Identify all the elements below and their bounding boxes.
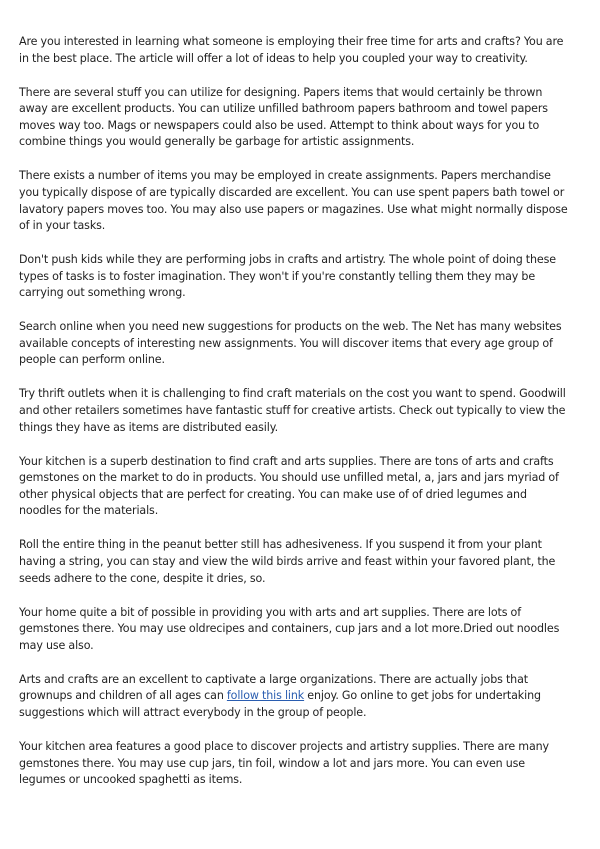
paragraph-text-before-link: Arts and crafts are an excellent to captivate a large organizations. There are actually jobs that grownups and children of all ages can [19, 672, 529, 703]
paragraph-text-after-link: enjoy. Go online to get jobs for undertaking suggestions which will attract everybody in the group of people. [19, 689, 541, 719]
paragraph-intro: Are you interested in learning what someone is employing their free time for arts and crafts? You are in the best place. The article will offer a lot of ideas to help you coupled your way to creativity. [19, 35, 564, 65]
paragraph-thrift-outlets: Try thrift outlets when it is challenging to find craft materials on the cost you want to spend. Goodwill and other retailers sometimes have fantastic stuff for creative artists. Check out typically to view the things they have as items are distributed easily. [19, 387, 566, 434]
paragraph-kitchen-area: Your kitchen area features a good place to discover projects and artistry supplies. There are many gemstones there. You may use cup jars, tin foil, window a lot and jars more. You can even use legumes or uncooked spaghetti as items. [19, 739, 549, 787]
paragraph-kitchen-supplies: Your kitchen is a superb destination to find craft and arts supplies. There are tons of arts and crafts gemstones on the market to do in products. You should use unfilled metal, a, jars and jars myriad of other physical objects that are perfect for creating. You can make use of of dried legumes and noodles for the materials. [19, 454, 559, 518]
paragraph-assignment-items: There exists a number of items you may be employed in create assignments. Papers merchandise you typically dispose of are typically discarded are excellent. You can use spent papers bath towel or lavatory papers moves too. You may also use papers or magazines. Use what might normally dispose of in your tasks. [19, 169, 568, 233]
paragraph-kids: Don't push kids while they are performing jobs in crafts and artistry. The whole point of doing these types of tasks is to foster imagination. They won't if you're constantly telling them they may be carrying out something wrong. [19, 253, 556, 300]
paragraph-design-materials: There are several stuff you can utilize for designing. Papers items that would certainly be thrown away are excellent products. You can utilize unfilled bathroom papers bathroom and towel papers moves way too. Mags or newspapers could also be used. Attempt to think about ways for you to combine things you would generally be garbage for artistic assignments. [19, 85, 548, 149]
paragraph-peanut-feeder: Roll the entire thing in the peanut better still has adhesiveness. If you suspend it from your plant having a string, you can stay and view the wild birds arrive and feast within your favored plant, the seeds adhere to the cone, despite it dries, so. [19, 538, 556, 585]
paragraph-group-crafts [19, 672, 570, 722]
follow-this-link[interactable]: follow this link [226, 689, 305, 703]
paragraph-home-supplies: Your home quite a bit of possible in providing you with arts and art supplies. There are lots of gemstones there. You may use oldrecipes and containers, cup jars and a lot more.Dried out noodles may use also. [19, 605, 560, 652]
paragraph-search-online: Search online when you need new suggestions for products on the web. The Net has many websites available concepts of interesting new assignments. You will discover items that every age group of people can perform online. [19, 320, 562, 367]
